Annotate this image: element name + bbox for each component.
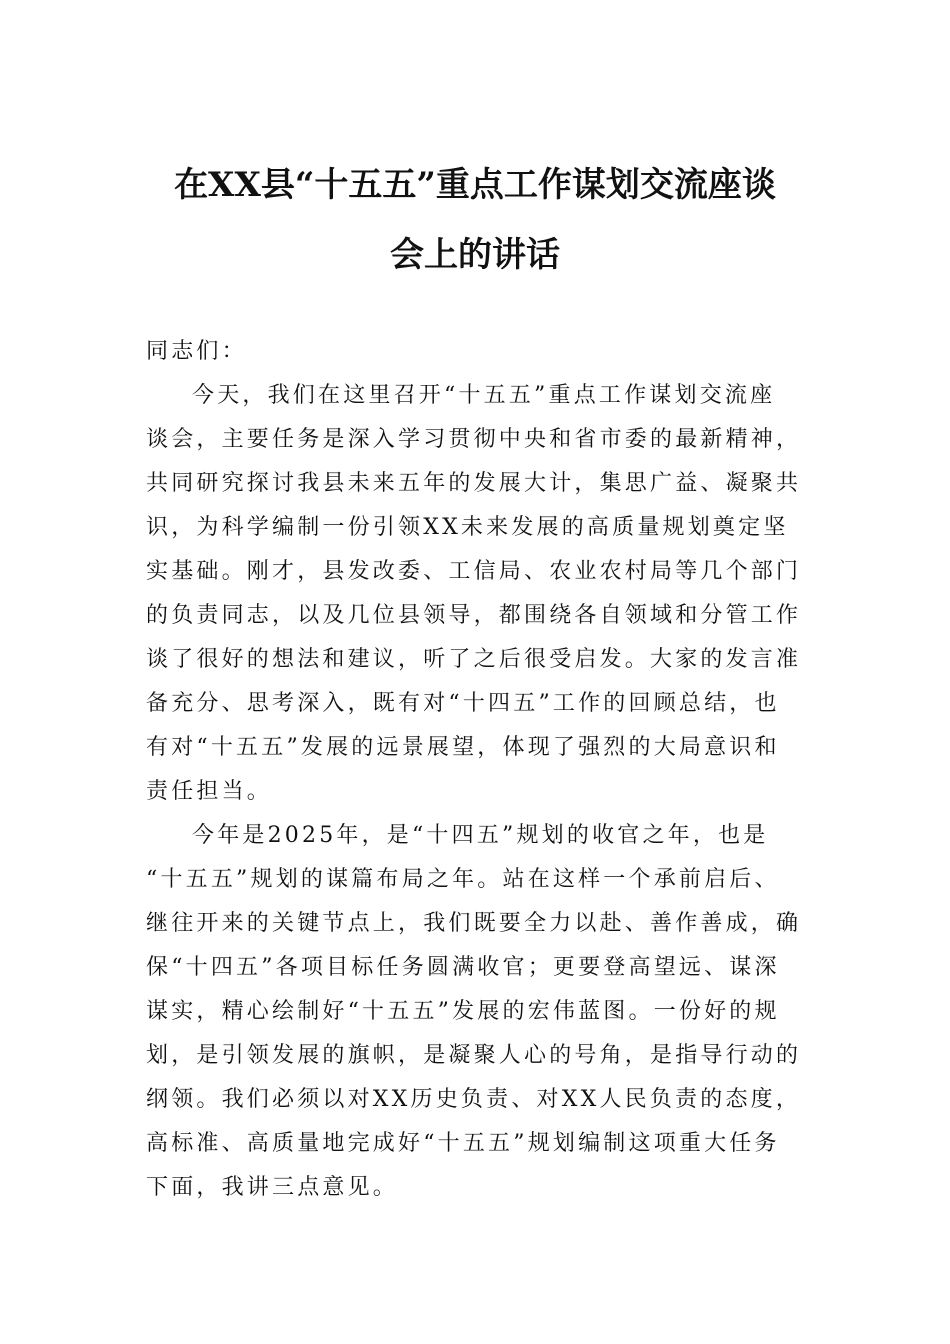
document-title bbox=[0, 150, 950, 290]
paragraph-line: 识，为科学编制一份引领XX未来发展的高质量规划奠定坚 bbox=[146, 515, 789, 540]
paragraph-line: 下面，我讲三点意见。 bbox=[146, 1175, 399, 1200]
paragraph-line: 有对“十五五”发展的远景展望，体现了强烈的大局意识和 bbox=[146, 735, 780, 760]
paragraph bbox=[146, 814, 816, 1210]
paragraph-line: 划，是引领发展的旗帜，是凝聚人心的号角，是指导行动的 bbox=[146, 1043, 802, 1068]
paragraph-line: 高标准、高质量地完成好“十五五”规划编制这项重大任务 bbox=[146, 1131, 780, 1156]
paragraph-line: 今年是2025年，是“十四五”规划的收官之年，也是 bbox=[192, 823, 769, 848]
paragraph-line: 的负责同志，以及几位县领导，都围绕各自领域和分管工作 bbox=[146, 603, 802, 628]
title-line: 在XX县“十五五”重点工作谋划交流座谈 bbox=[174, 165, 776, 205]
paragraph-line: 今天，我们在这里召开“十五五”重点工作谋划交流座 bbox=[192, 383, 776, 408]
document-body bbox=[146, 330, 816, 1210]
greeting: 同志们： bbox=[146, 339, 247, 364]
paragraph-line: 共同研究探讨我县未来五年的发展大计，集思广益、凝聚共 bbox=[146, 471, 802, 496]
paragraph-line: 纲领。我们必须以对XX历史负责、对XX人民负责的态度， bbox=[146, 1087, 802, 1112]
paragraph bbox=[146, 374, 816, 814]
paragraph-line: 责任担当。 bbox=[146, 779, 273, 804]
paragraph-line: 继往开来的关键节点上，我们既要全力以赴、善作善成，确 bbox=[146, 911, 802, 936]
paragraph-line: 谋实，精心绘制好“十五五”发展的宏伟蓝图。一份好的规 bbox=[146, 999, 780, 1024]
paragraph-line: 备充分、思考深入，既有对“十四五”工作的回顾总结，也 bbox=[146, 691, 780, 716]
paragraph-line: “十五五”规划的谋篇布局之年。站在这样一个承前启后、 bbox=[146, 867, 780, 892]
paragraph-line: 谈了很好的想法和建议，听了之后很受启发。大家的发言准 bbox=[146, 647, 802, 672]
paragraph-line: 保“十四五”各项目标任务圆满收官；更要登高望远、谋深 bbox=[146, 955, 780, 980]
paragraph-line: 谈会，主要任务是深入学习贯彻中央和省市委的最新精神， bbox=[146, 427, 802, 452]
title-line: 会上的讲话 bbox=[390, 235, 560, 275]
paragraph-line: 实基础。刚才，县发改委、工信局、农业农村局等几个部门 bbox=[146, 559, 802, 584]
